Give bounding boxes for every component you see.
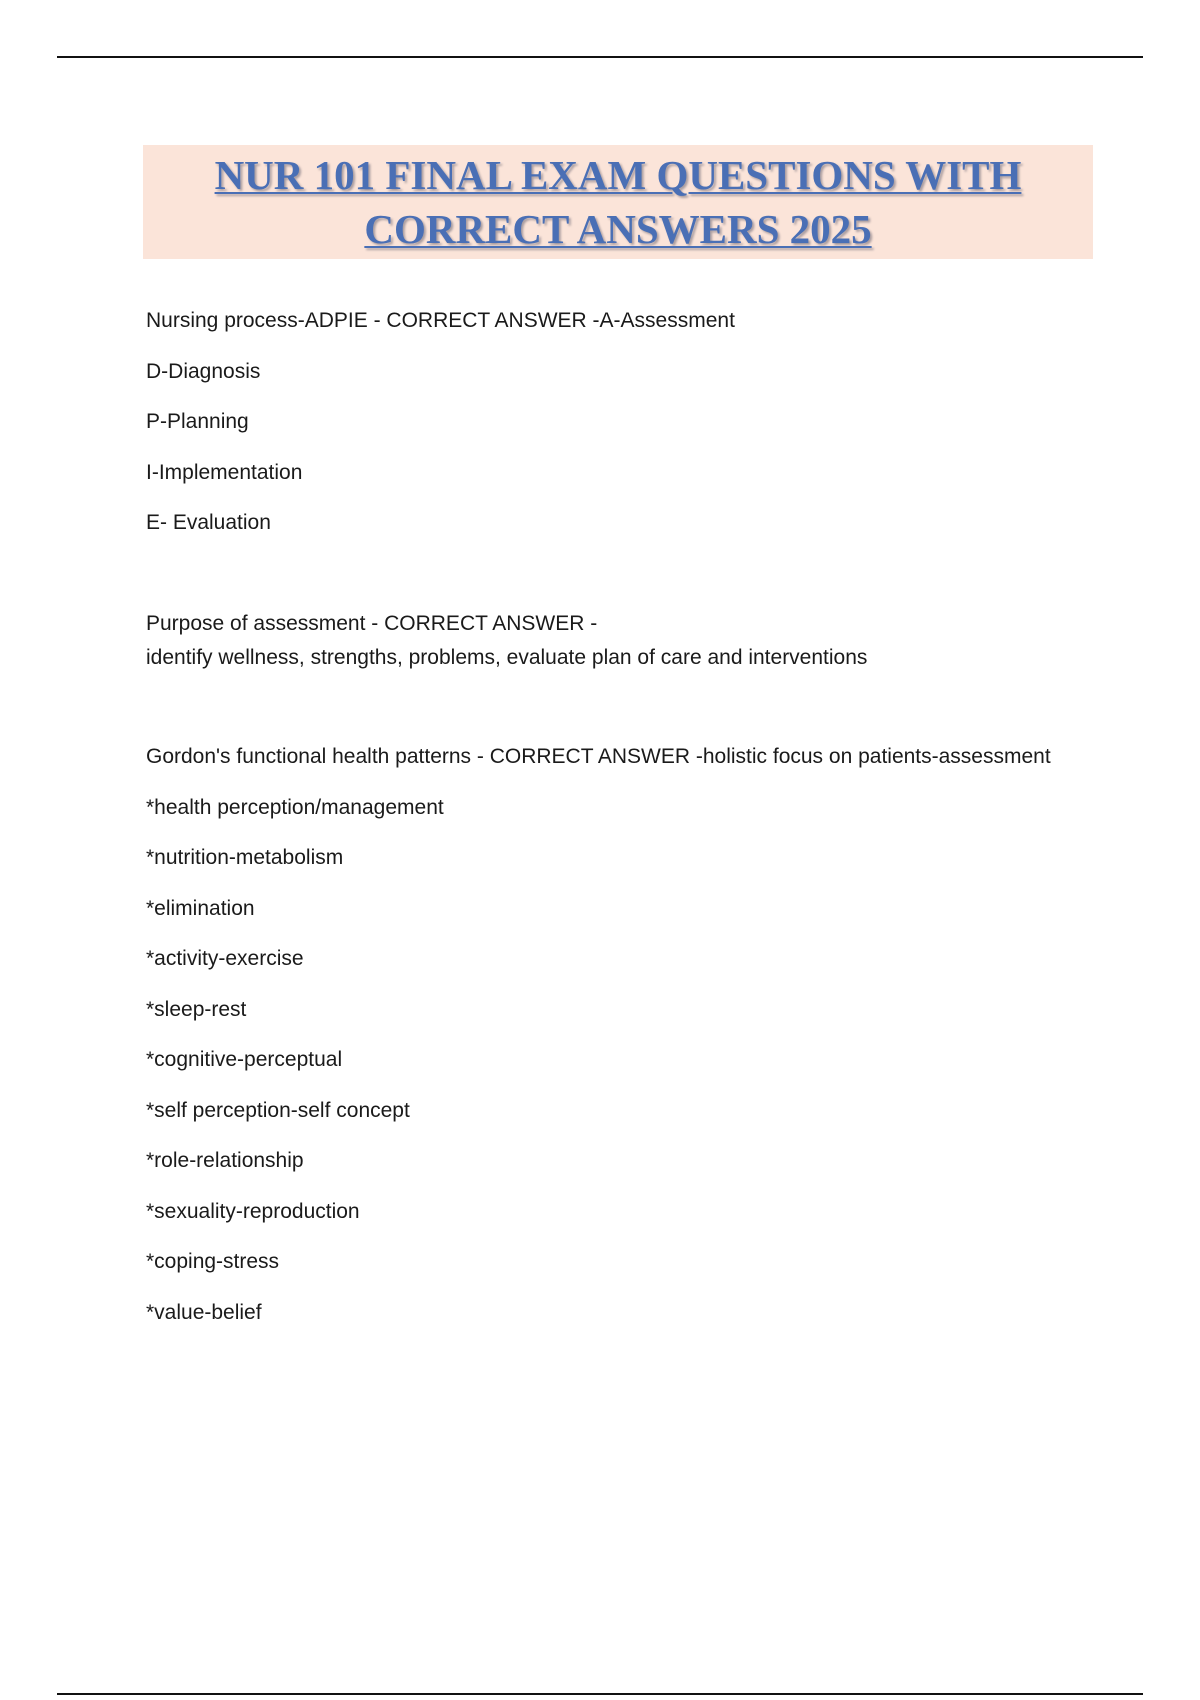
list-item: *elimination <box>146 896 255 920</box>
section-spacer <box>146 693 1146 742</box>
list-item: D-Diagnosis <box>146 359 261 383</box>
list-item: *sexuality-reproduction <box>146 1199 360 1223</box>
title-banner <box>143 145 1093 259</box>
list-item: E- Evaluation <box>146 511 271 534</box>
document-title <box>215 148 1022 256</box>
title-line-1: NUR 101 FINAL EXAM QUESTIONS WITH <box>214 152 1022 198</box>
list-item: *activity-exercise <box>146 947 304 970</box>
list-item: I-Implementation <box>146 460 303 484</box>
top-rule <box>57 56 1143 58</box>
list-item: *cognitive-perceptual <box>146 1048 343 1071</box>
assessment-answer: identify wellness, strengths, problems, evaluate plan of care and interventions <box>146 645 868 669</box>
list-item: *role-relationship <box>146 1149 304 1172</box>
document-body <box>146 306 1146 1348</box>
list-item: *sleep-rest <box>146 997 247 1021</box>
bottom-rule <box>57 1693 1143 1695</box>
gordon-question: Gordon's functional health patterns - CORRECT ANSWER -holistic focus on patients-assessment <box>146 745 1051 768</box>
adpie-question: Nursing process-ADPIE - CORRECT ANSWER -A-Assessment <box>146 309 735 332</box>
assessment-question: Purpose of assessment - CORRECT ANSWER - <box>146 611 598 635</box>
section-spacer <box>146 559 1146 609</box>
list-item: *coping-stress <box>146 1250 280 1273</box>
list-item: P-Planning <box>146 410 249 433</box>
list-item: *nutrition-metabolism <box>146 846 344 869</box>
title-line-2: CORRECT ANSWERS 2025 <box>364 206 872 252</box>
list-item: *value-belief <box>146 1300 262 1324</box>
list-item: *health perception/management <box>146 795 444 819</box>
list-item: *self perception-self concept <box>146 1098 410 1122</box>
